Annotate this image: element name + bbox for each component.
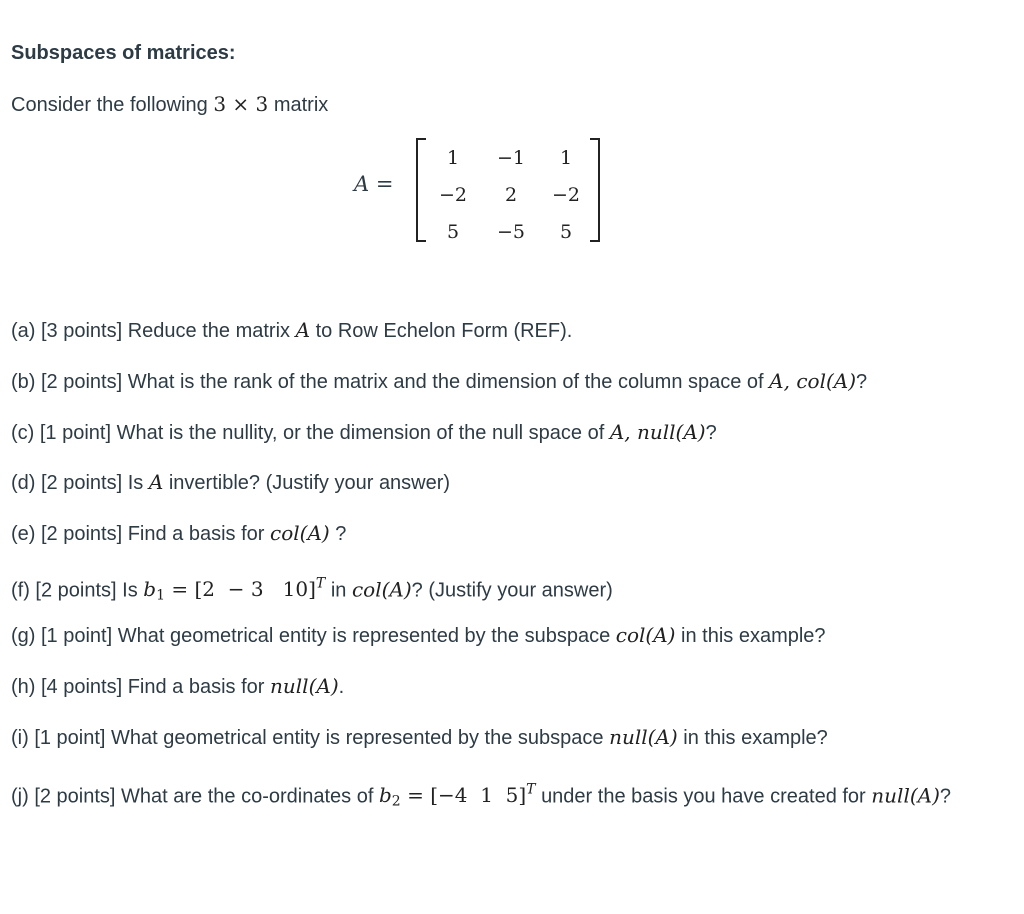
- question-d-math: A: [148, 470, 164, 494]
- question-g-prefix: (g) [1 point] What geometrical entity is represented by the subspace: [11, 625, 611, 647]
- intro-suffix: matrix: [273, 94, 329, 116]
- question-c-suffix: ?: [705, 422, 717, 444]
- intro-text: [11, 92, 328, 117]
- question-a-math: A: [295, 318, 311, 342]
- question-f-transpose: T: [315, 576, 326, 592]
- question-i-suffix: in this example?: [683, 727, 828, 749]
- matrix-cell: 2: [504, 184, 518, 206]
- question-f-equation: [143, 576, 326, 604]
- matrix-cell: 5: [559, 221, 573, 243]
- question-f-prefix: (f) [2 points] Is: [11, 579, 138, 602]
- question-e: [11, 520, 346, 547]
- question-a-suffix: to Row Echelon Form (REF).: [315, 320, 573, 342]
- question-j-math: null(A): [871, 783, 940, 808]
- question-d-suffix: invertible? (Justify your answer): [168, 472, 451, 494]
- question-i-math: null(A): [609, 725, 678, 749]
- question-c-prefix: (c) [1 point] What is the nullity, or the dimension of the null space of: [11, 422, 605, 444]
- question-e-math: col(A): [270, 521, 330, 545]
- question-j: [11, 775, 1001, 817]
- question-j-mid: under the basis you have created for: [541, 785, 866, 808]
- question-f: [11, 571, 613, 609]
- question-g-suffix: in this example?: [681, 625, 826, 647]
- question-c-math: A, null(A): [609, 420, 706, 444]
- question-e-suffix: ?: [335, 523, 347, 545]
- matrix-cells: [426, 140, 590, 251]
- question-d-prefix: (d) [2 points] Is: [11, 472, 144, 494]
- question-b-math: A, col(A): [769, 369, 857, 393]
- question-a-prefix: (a) [3 points] Reduce the matrix: [11, 320, 291, 342]
- matrix-cell: 1: [559, 147, 573, 169]
- question-g-math: col(A): [615, 623, 676, 647]
- question-h-suffix: .: [338, 676, 345, 698]
- question-j-var-sub: 2: [391, 793, 401, 810]
- matrix-size: 3 × 3: [213, 92, 269, 116]
- question-b-suffix: ?: [856, 371, 868, 393]
- question-f-vector: [2 − 3 10]: [194, 577, 316, 602]
- matrix-cell: 5: [446, 221, 460, 243]
- question-b-prefix: (b) [2 points] What is the rank of the matrix and the dimension of the column space of: [11, 371, 764, 393]
- question-j-transpose: T: [526, 782, 536, 798]
- question-h-math: null(A): [270, 674, 339, 698]
- matrix-a: [354, 138, 614, 248]
- question-j-vector: [−4 1 5]: [430, 783, 527, 808]
- question-j-suffix: ?: [939, 785, 952, 808]
- matrix-cell: 1: [446, 147, 460, 169]
- matrix-label: A =: [354, 172, 394, 196]
- matrix-cell: −2: [438, 184, 467, 206]
- question-f-equals: =: [171, 577, 189, 602]
- matrix-right-bracket: [590, 138, 600, 242]
- question-d: [11, 469, 450, 496]
- question-f-mid: in: [330, 579, 347, 602]
- page-title: Subspaces of matrices:: [11, 42, 236, 64]
- intro-prefix: Consider the following: [11, 94, 208, 116]
- question-f-math: col(A): [351, 577, 412, 602]
- matrix-left-bracket: [416, 138, 426, 242]
- question-b: [11, 368, 867, 395]
- question-j-prefix: (j) [2 points] What are the co-ordinates of: [11, 785, 374, 808]
- question-i: [11, 724, 828, 751]
- question-j-var: b: [378, 783, 392, 808]
- question-c: [11, 419, 717, 446]
- question-g: [11, 622, 826, 649]
- question-f-var: b: [143, 577, 157, 602]
- question-a: [11, 317, 572, 344]
- question-j-equation: [378, 782, 536, 810]
- question-i-prefix: (i) [1 point] What geometrical entity is represented by the subspace: [11, 727, 604, 749]
- question-h: [11, 673, 344, 700]
- question-j-equals: =: [407, 783, 424, 808]
- question-h-prefix: (h) [4 points] Find a basis for: [11, 676, 265, 698]
- question-e-prefix: (e) [2 points] Find a basis for: [11, 523, 265, 545]
- matrix-cell: −1: [496, 147, 525, 169]
- question-f-var-sub: 1: [156, 587, 166, 604]
- question-f-suffix: ? (Justify your answer): [411, 579, 613, 602]
- matrix-cell: −2: [551, 184, 580, 206]
- matrix-cell: −5: [496, 221, 525, 243]
